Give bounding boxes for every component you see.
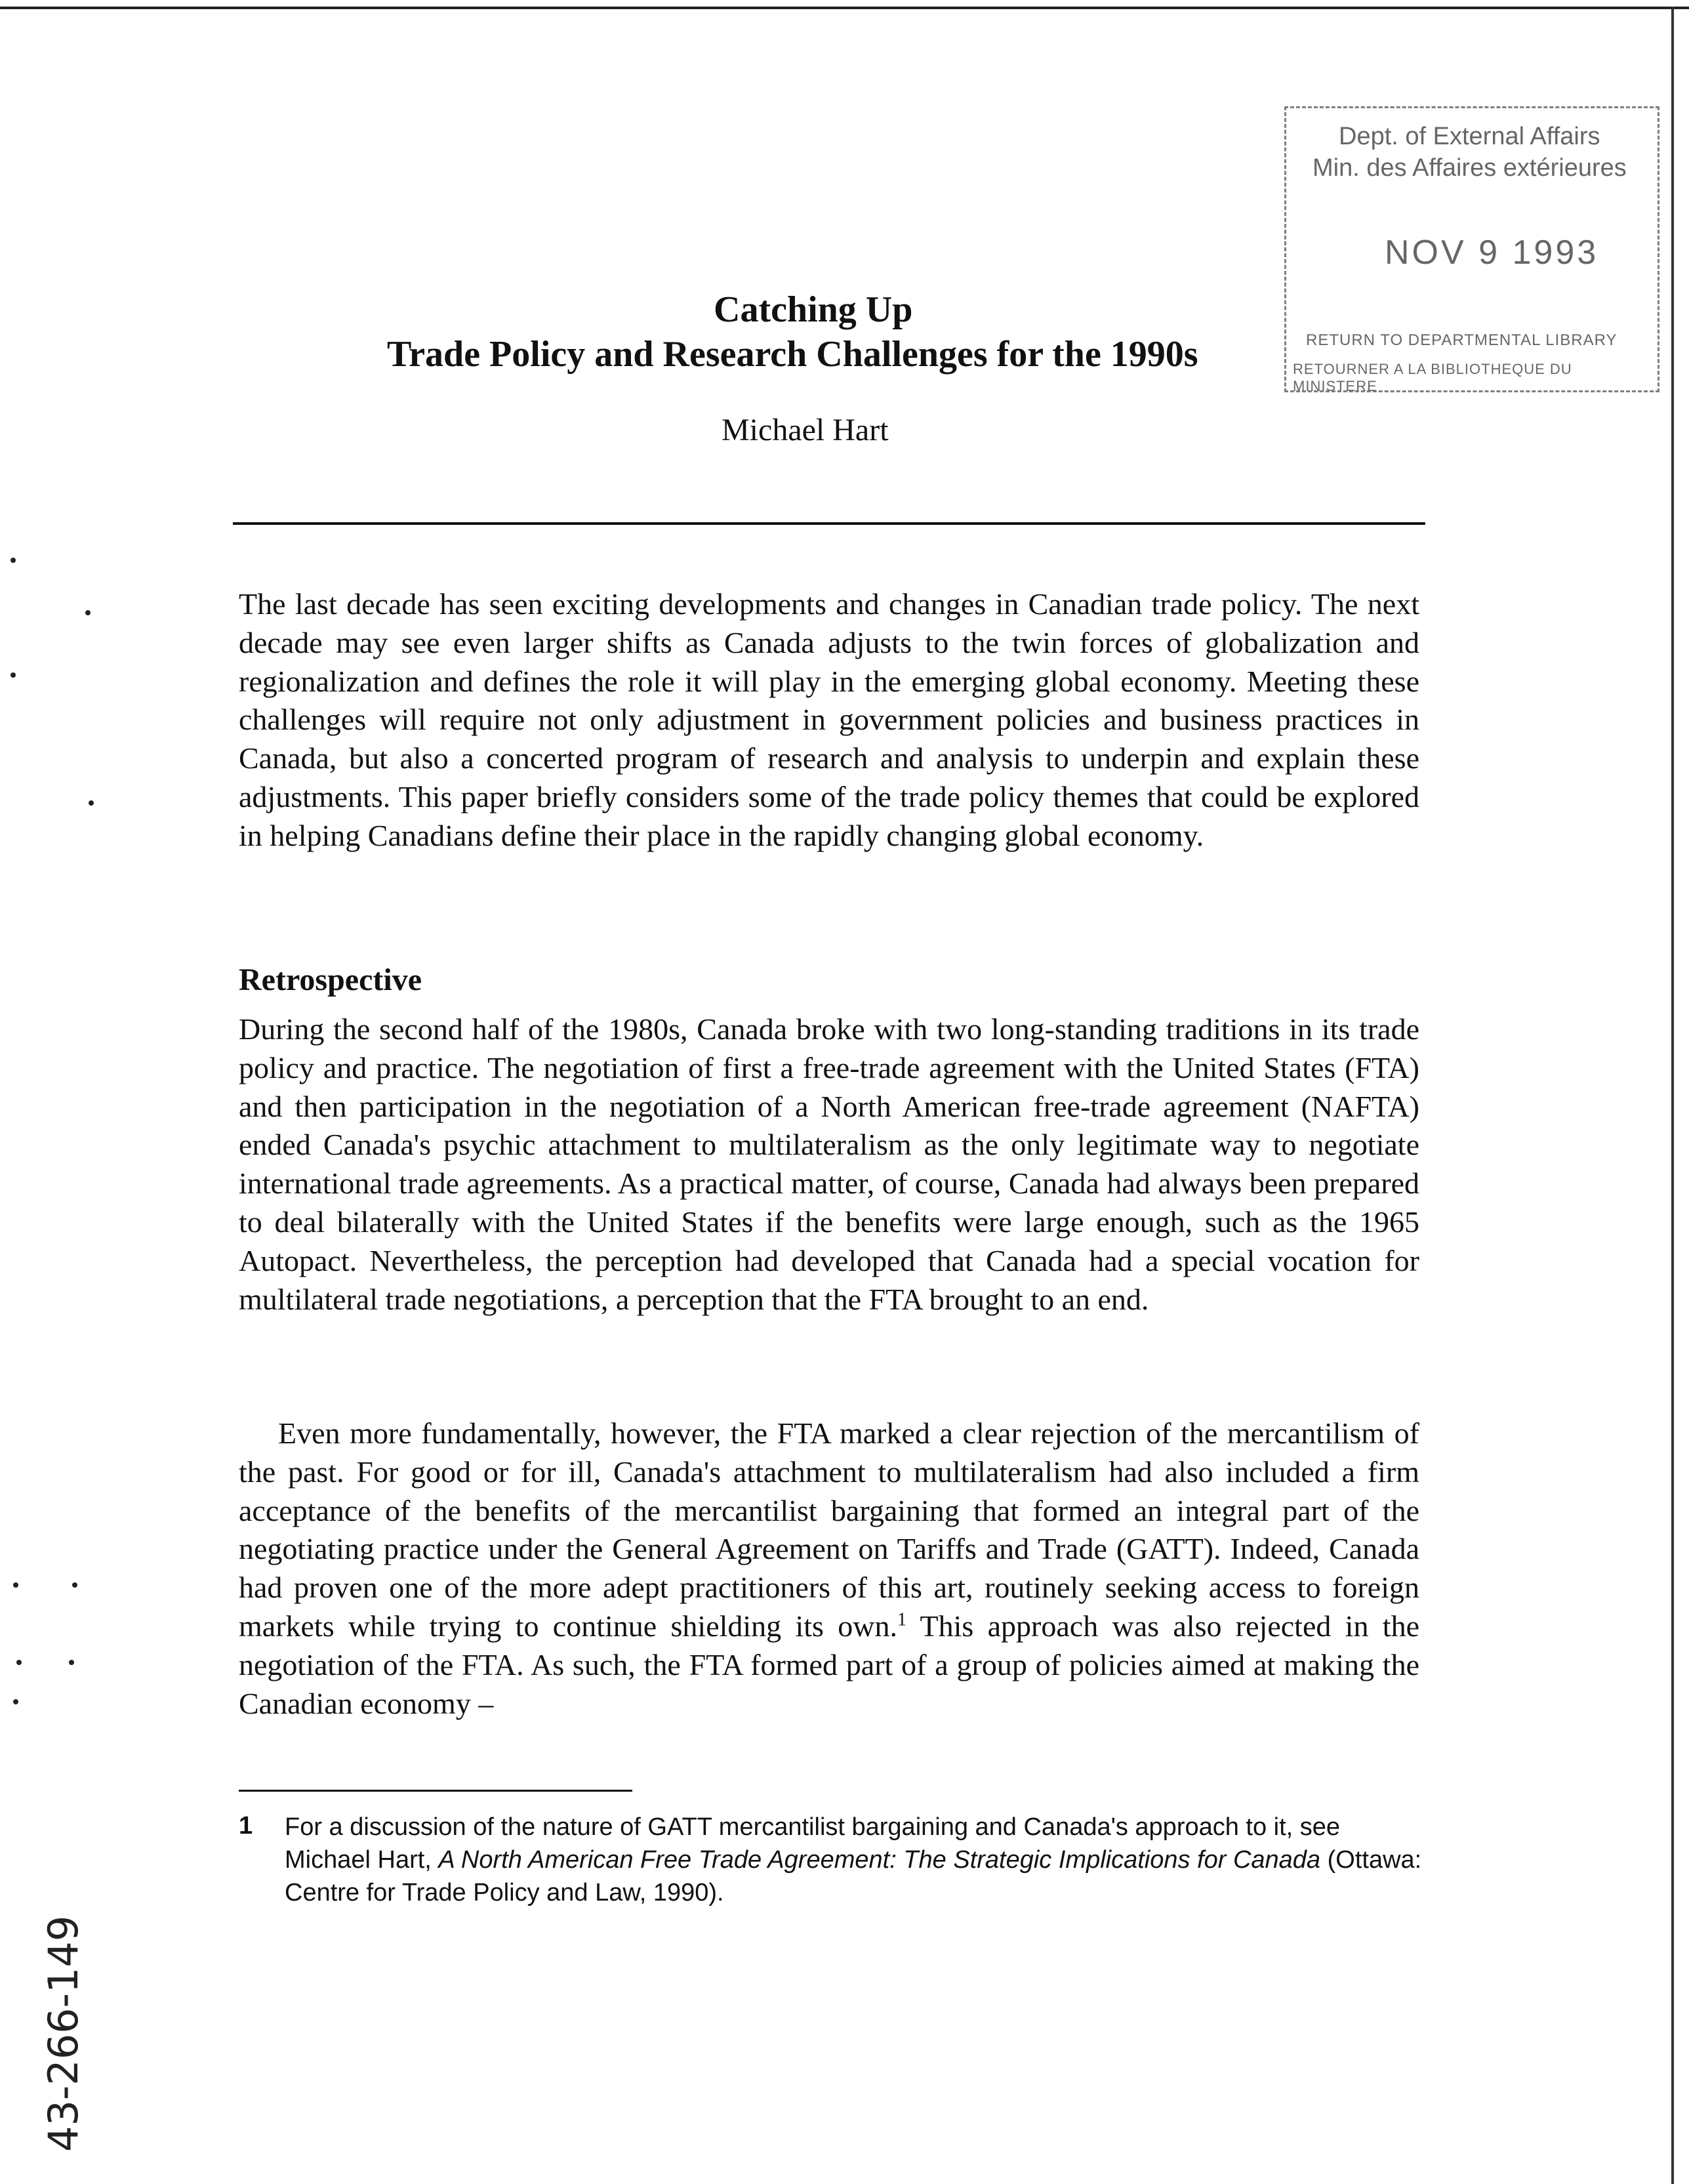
scan-speck — [10, 558, 16, 563]
page-top-border — [0, 7, 1689, 9]
retrospective-paragraph-2-part2: This approach was also rejected in the negotiation of the FTA. As such, the FTA formed part of a group of policies aimed at making the Canadian economy – — [239, 1609, 1419, 1720]
scan-speck — [89, 800, 94, 806]
intro-paragraph: The last decade has seen exciting developments and changes in Canadian trade policy. The next decade may see even larger shifts as Canada adjusts to the twin forces of globalization and regionalization and defines the role it will play in the emerging global economy. Meeting these challenges will require not only adjustment in government policies and business practices in Canada, but also a concerted program of research and analysis to underpin and explain these adjustments. This paper briefly considers some of the trade policy themes that could be explored in helping Canadians define their place in the rapidly changing global economy. — [239, 587, 1419, 852]
footnote-cited-title: A North American Free Trade Agreement: The Strategic Implications for Canada — [438, 1846, 1321, 1874]
stamp-date: NOV 9 1993 — [1385, 234, 1599, 272]
footnote-number: 1 — [239, 1812, 253, 1840]
author-name: Michael Hart — [722, 413, 889, 447]
page-subtitle: Trade Policy and Research Challenges for the 1990s — [387, 334, 1198, 375]
footnote-divider — [239, 1790, 632, 1792]
footnote-text — [285, 1811, 1433, 1909]
page-right-border — [1671, 7, 1674, 2184]
stamp-return-line-french: RETOURNER A LA BIBLIOTHEQUE DU MINISTERE — [1293, 361, 1572, 394]
scan-speck — [13, 1699, 18, 1704]
retrospective-paragraph-2 — [239, 1414, 1419, 1723]
retrospective-paragraph-1: During the second half of the 1980s, Canada broke with two long-standing traditions in its trade policy and practice. The negotiation of first a free-trade agreement with the United States (FTA) and then participation in the negotiation of a North American free-trade agreement (NAFTA) ended Canada's psychic attachment to multilateralism as the only legitimate way to negotiate international trade agreements. As a practical matter, of course, Canada had always been prepared to deal bilaterally with the United States if the benefits were large enough, such as the 1965 Autopact. Nevertheless, the perception had developed that Canada had a special vocation for multilateral trade negotiations, a perception that the FTA brought to an end. — [239, 1012, 1419, 1316]
retrospective-paragraph-2-part1: Even more fundamentally, however, the FTA marked a clear rejection of the mercantilism of the past. For good or for ill, Canada's attachment to multilateralism had also included a firm acceptance of the benefits of the mercantilist bargaining that formed an integral part of the negotiating practice under the General Agreement on Tariffs and Trade (GATT). Indeed, Canada had proven one of the more adept practitioners of this art, routinely seeking access to foreign markets while trying to continue shielding its own. — [239, 1416, 1419, 1643]
stamp-department-line: Dept. of External Affairs — [1339, 123, 1600, 150]
stamp-ministry-line: Min. des Affaires extérieures — [1313, 154, 1627, 182]
scan-speck — [72, 1582, 77, 1588]
scan-speck — [69, 1660, 74, 1665]
scan-speck — [16, 1660, 22, 1665]
library-stamp — [1284, 106, 1659, 392]
page-title: Catching Up — [714, 289, 913, 330]
scan-speck — [13, 1582, 18, 1588]
scan-speck — [10, 672, 16, 678]
footnote-text-start: For a discussion of the nature of GATT mercantilist bargaining and Canada's approach to it, see Michael Hart, — [285, 1813, 1341, 1874]
handwritten-margin-note: 43-266-149 — [39, 1915, 87, 2152]
footnote-text-end: (Ottawa: Centre for Trade Policy and Law, 1990). — [285, 1846, 1422, 1906]
scan-speck — [85, 610, 91, 615]
section-heading-retrospective: Retrospective — [239, 962, 422, 997]
stamp-return-line: RETURN TO DEPARTMENTAL LIBRARY — [1306, 331, 1618, 349]
footnote-reference: 1 — [897, 1609, 907, 1630]
footnote — [239, 1811, 1433, 1909]
title-divider — [233, 522, 1425, 525]
